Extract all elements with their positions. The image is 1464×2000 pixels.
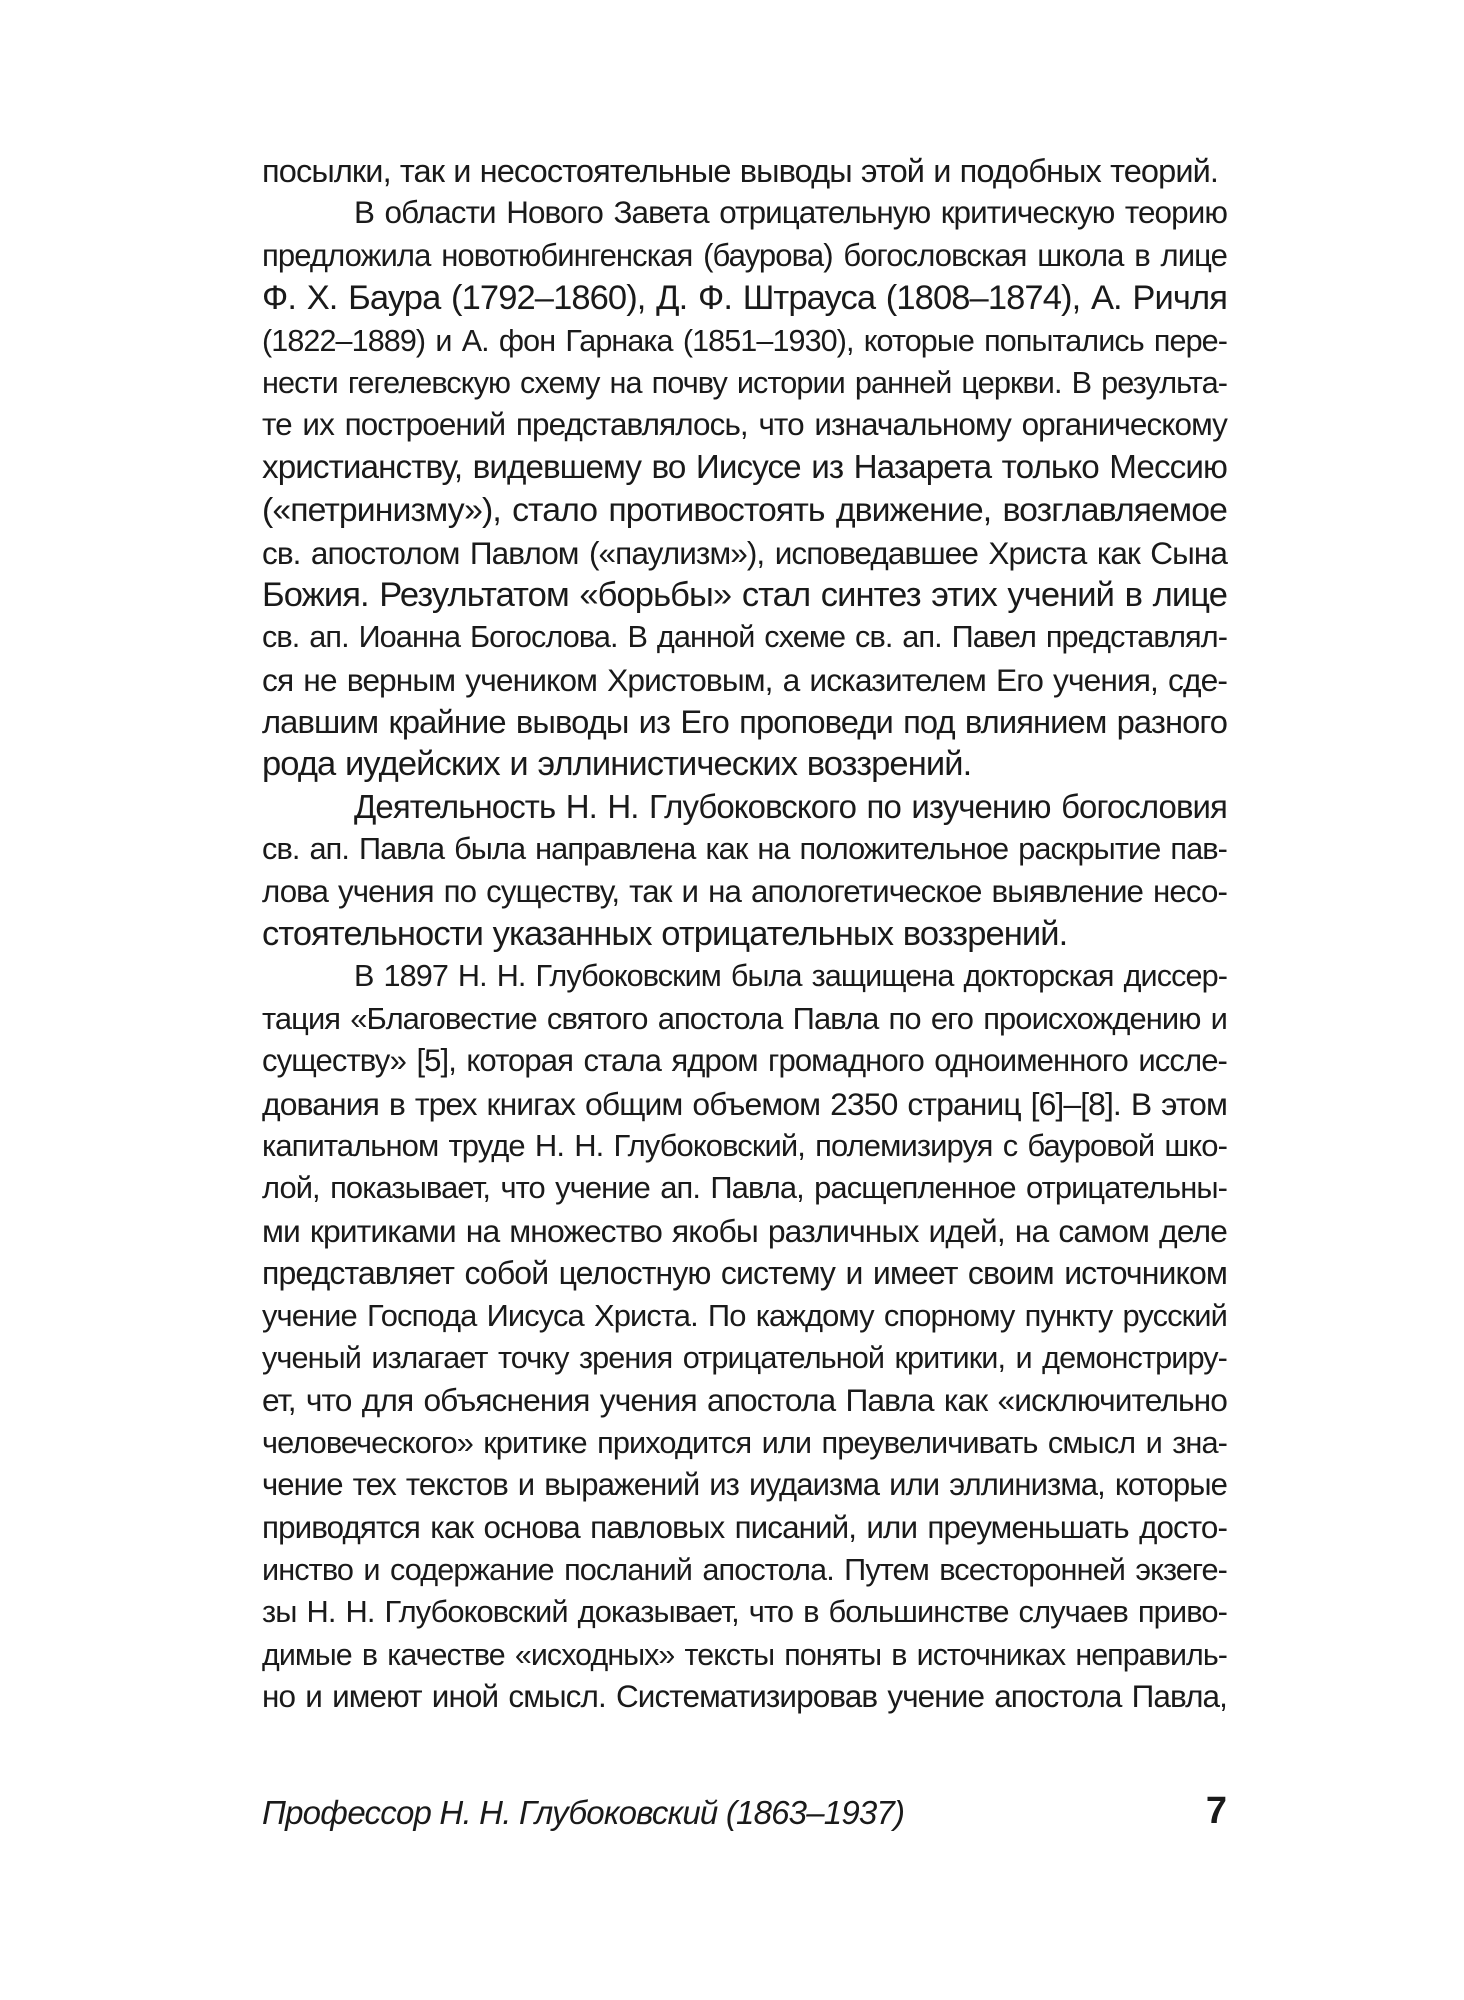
text-line: В области Нового Завета отрицательную критическую теорию (354, 195, 1227, 231)
text-line: (1822–1889) и А. фон Гарнака (1851–1930), которые попытались пере- (262, 323, 1227, 358)
text-line: чение тех текстов и выражений из иудаизма или эллинизма, которые (262, 1467, 1227, 1503)
text-line: В 1897 Н. Н. Глубоковским была защищена докторская диссер- (354, 959, 1227, 994)
text-line: зы Н. Н. Глубоковский доказывает, что в большинстве случаев приво- (262, 1594, 1227, 1630)
text-line: но и имеют иной смысл. Систематизировав учение апостола Павла, (262, 1679, 1227, 1715)
text-line: ет, что для объяснения учения апостола Павла как «исключительно (262, 1382, 1227, 1419)
text-line: капитальном труде Н. Н. Глубоковский, полемизируя с бауровой шко- (262, 1127, 1227, 1163)
text-line: тация «Благовестие святого апостола Павла по его происхождению и (262, 1000, 1227, 1036)
text-line: св. ап. Иоанна Богослова. В данной схеме св. ап. Павел представлял- (262, 620, 1227, 655)
page-footer (262, 1790, 1227, 1840)
text-line: димые в качестве «исходных» тексты поняты в источниках неправиль- (262, 1637, 1227, 1672)
text-line: приводятся как основа павловых писаний, или преуменьшать досто- (262, 1509, 1227, 1545)
text-line: посылки, так и несостоятельные выводы этой и подобных теорий. (262, 153, 1219, 189)
text-line: св. апостолом Павлом («паулизм»), исповедавшее Христа как Сына (262, 534, 1227, 571)
text-line: предложила новотюбингенская (баурова) богословская школа в лице (262, 237, 1227, 273)
text-line: ми критиками на множество якобы различных идей, на самом деле (262, 1212, 1227, 1249)
text-line: существу» [5], которая стала ядром громадного одноименного иссле- (262, 1043, 1227, 1079)
text-line: христианству, видевшему во Иисусе из Назарета только Мессию (262, 448, 1227, 486)
text-line: учение Господа Иисуса Христа. По каждому спорному пункту русский (262, 1297, 1227, 1333)
text-line: св. ап. Павла была направлена как на положительное раскрытие пав- (262, 831, 1227, 867)
text-line: инство и содержание посланий апостола. Путем всесторонней экзеге- (262, 1552, 1227, 1587)
text-line: нести гегелевскую схему на почву истории ранней церкви. В результа- (262, 365, 1227, 400)
text-line: представляет собой целостную систему и имеет своим источником (262, 1255, 1227, 1292)
page-body (262, 150, 1227, 1718)
text-line: Ф. Х. Баура (1792–1860), Д. Ф. Штрауса (1808–1874), А. Ричля (262, 279, 1227, 318)
text-line: дования в трех книгах общим объемом 2350 страниц [6]–[8]. В этом (262, 1085, 1227, 1122)
text-line: («петринизму»), стало противостоять движение, возглавляемое (262, 491, 1227, 530)
page-number: 7 (1205, 1790, 1227, 1832)
text-line: рода иудейских и эллинистических воззрений. (262, 745, 972, 784)
text-line: стоятельности указанных отрицательных воззрений. (262, 915, 1068, 954)
running-title: Профессор Н. Н. Глубоковский (1863–1937) (262, 1794, 905, 1831)
text-line: Божия. Результатом «борьбы» стал синтез этих учений в лице (262, 575, 1227, 614)
text-line: лова учения по существу, так и на апологетическое выявление несо- (262, 873, 1227, 909)
text-line: те их построений представлялось, что изначальному органическому (262, 407, 1227, 443)
text-line: ученый излагает точку зрения отрицательной критики, и демонстриру- (262, 1340, 1227, 1375)
text-line: лавшим крайние выводы из Его проповеди под влиянием разного (262, 703, 1227, 741)
text-line: Деятельность Н. Н. Глубоковского по изучению богословия (354, 787, 1227, 825)
text-line: ся не верным учеником Христовым, а исказителем Его учения, сде- (262, 661, 1227, 698)
text-line: лой, показывает, что учение ап. Павла, расщепленное отрицательны- (262, 1170, 1227, 1206)
text-line: человеческого» критике приходится или преувеличивать смысл и зна- (262, 1424, 1227, 1460)
